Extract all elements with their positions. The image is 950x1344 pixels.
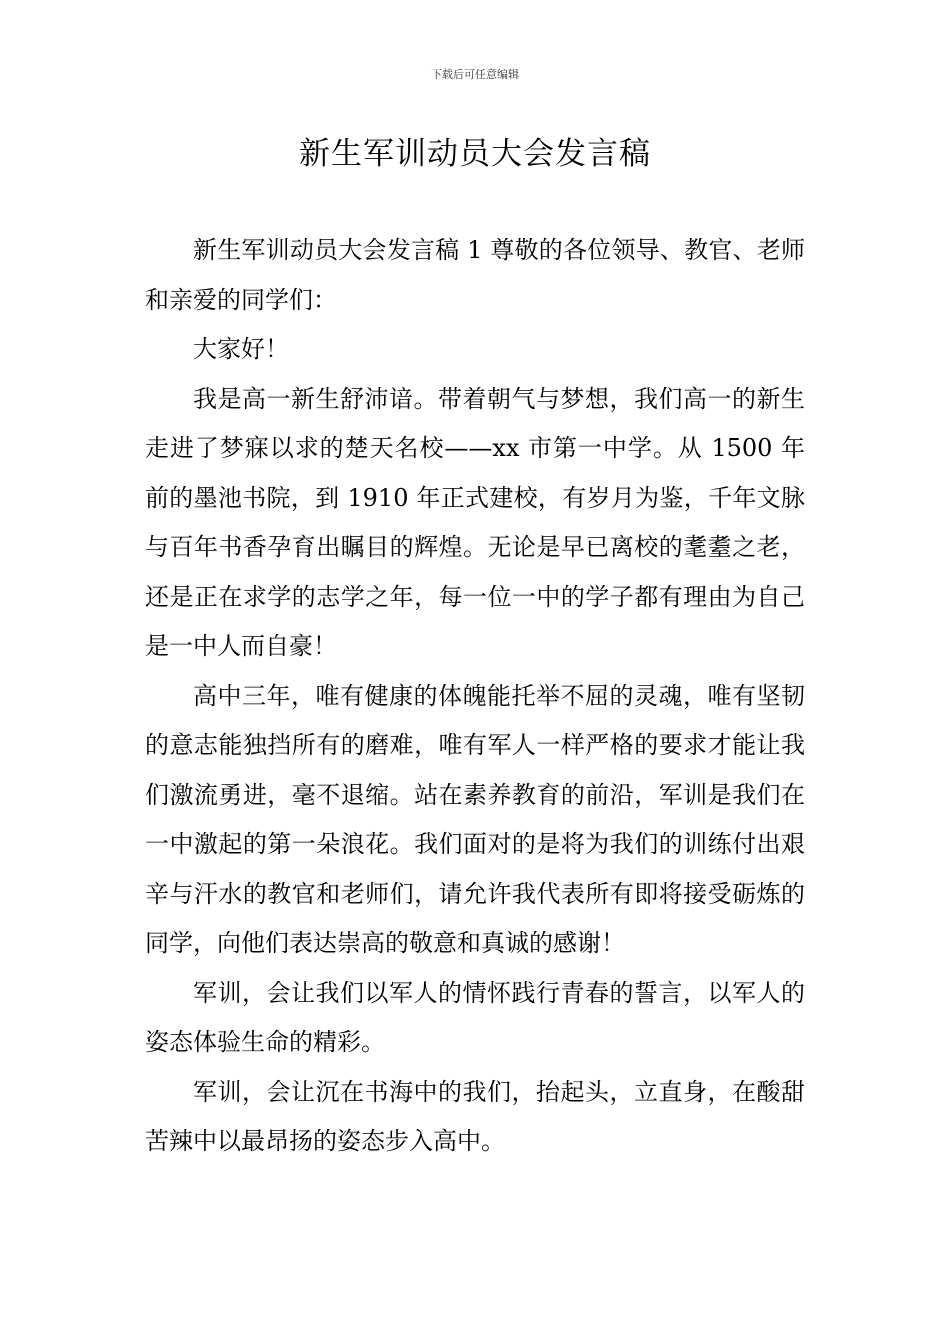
document-title: 新生军训动员大会发言稿 bbox=[299, 136, 651, 172]
paragraph-greeting: 新生军训动员大会发言稿 1 尊敬的各位领导、教官、老师和亲爱的同学们： bbox=[145, 236, 805, 314]
paragraph-introduction: 我是高一新生舒沛谙。带着朝气与梦想，我们高一的新生走进了梦寐以求的楚天名校——xx 市第一中学。从 1500 年前的墨池书院，到 1910 年正式建校，有岁月为鉴，千年文脉与百年书香孕育出瞩目的辉煌。无论是早已离校的耄耋之老，还是正在求学的志学之年，每一位一中的学子都有理由为自己是一中人而自豪！ bbox=[145, 384, 805, 660]
paragraph-military-training-1: 军训，会让我们以军人的情怀践行青春的誓言，以军人的姿态体验生命的精彩。 bbox=[145, 978, 805, 1056]
paragraph-three-years: 高中三年，唯有健康的体魄能托举不屈的灵魂，唯有坚韧的意志能独挡所有的磨难，唯有军人一样严格的要求才能让我们激流勇进，毫不退缩。站在素养教育的前沿，军训是我们在一中激起的第一朵浪花。我们面对的是将为我们的训练付出艰辛与汗水的教官和老师们，请允许我代表所有即将接受砺炼的同学，向他们表达崇高的敬意和真诚的感谢！ bbox=[145, 681, 805, 957]
paragraph-military-training-2: 军训，会让沉在书海中的我们，抬起头，立直身，在酸甜苦辣中以最昂扬的姿态步入高中。 bbox=[145, 1077, 805, 1155]
paragraph-hello: 大家好！ bbox=[193, 335, 289, 363]
page-header-note: 下载后可任意编辑 bbox=[431, 68, 519, 81]
document-body bbox=[145, 226, 805, 1167]
